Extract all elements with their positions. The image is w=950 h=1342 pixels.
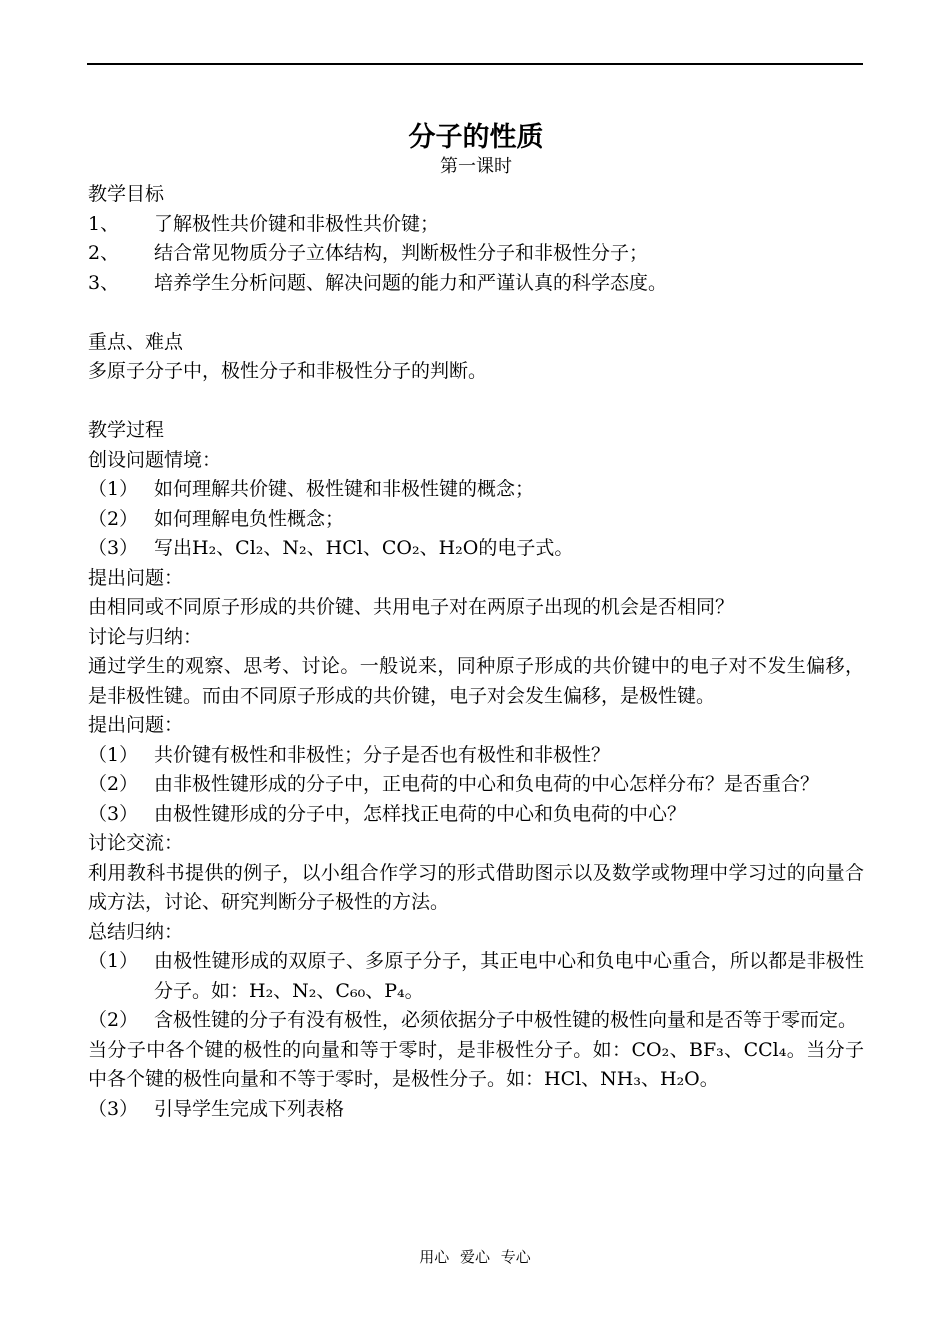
page-footer: 用心 爱心 专心 — [419, 1248, 531, 1266]
goal-item: 1、 了解极性共价键和非极性共价键； — [88, 212, 440, 235]
section-heading: 讨论与归纳： — [88, 625, 203, 648]
list-item: （2） 如何理解电负性概念； — [88, 507, 345, 530]
section-heading: 讨论交流： — [88, 832, 184, 854]
list-item: （3） 引导学生完成下列表格 — [88, 1097, 345, 1120]
paragraph: 由相同或不同原子形成的共价键、共用电子对在两原子出现的机会是否相同？ — [88, 596, 735, 618]
goal-item: 3、 培养学生分析问题、解决问题的能力和严谨认真的科学态度。 — [88, 271, 668, 294]
section-heading: 提出问题： — [88, 714, 184, 736]
key-heading: 重点、难点 — [88, 330, 184, 353]
list-item: （2） 由非极性键形成的分子中，正电荷的中心和负电荷的中心怎样分布？是否重合？ — [88, 773, 820, 795]
paragraph: 通过学生的观察、思考、讨论。一般说来，同种原子形成的共价键中的电子对不发生偏移，是非极性键。而由不同原子形成的共价键，电子对会发生偏移，是极性键。 — [88, 655, 864, 707]
page-subtitle: 第一课时 — [440, 156, 512, 177]
list-item: （1） 共价键有极性和非极性；分子是否也有极性和非极性？ — [88, 743, 611, 766]
process-heading: 教学过程 — [88, 419, 165, 441]
section-heading: 提出问题： — [88, 566, 184, 589]
list-item: （3） 由极性键形成的分子中，怎样找正电荷的中心和负电荷的中心？ — [88, 802, 687, 825]
list-item: （1） 如何理解共价键、极性键和非极性键的概念； — [88, 478, 535, 500]
section-heading: 总结归纳： — [88, 920, 184, 943]
document-body — [88, 122, 864, 1124]
section-heading: 创设问题情境： — [88, 448, 222, 471]
list-item: （2） 含极性键的分子有没有极性，必须依据分子中极性键的极性向量和是否等于零而定。 — [88, 1009, 858, 1031]
list-item: （1） 由极性键形成的双原子、多原子分子，其正电中心和负电中心重合，所以都是非极性分子。如：H₂、N₂、C₆₀、P₄。 — [88, 950, 864, 1002]
goal-item: 2、 结合常见物质分子立体结构，判断极性分子和非极性分子； — [88, 242, 649, 264]
paragraph: 利用教科书提供的例子，以小组合作学习的形式借助图示以及数学或物理中学习过的向量合成方法，讨论、研究判断分子极性的方法。 — [88, 861, 864, 913]
goals-heading: 教学目标 — [88, 183, 165, 205]
list-item: （3） 写出H₂、Cl₂、N₂、HCl、CO₂、H₂O的电子式。 — [88, 537, 574, 559]
header-rule — [87, 63, 863, 65]
page-title: 分子的性质 — [408, 122, 544, 153]
key-text: 多原子分子中，极性分子和非极性分子的判断。 — [88, 360, 488, 382]
paragraph: 当分子中各个键的极性的向量和等于零时，是非极性分子。如：CO₂、BF₃、CCl₄。当分子中各个键的极性向量和不等于零时，是极性分子。如：HCl、NH₃、H₂O。 — [88, 1038, 864, 1090]
